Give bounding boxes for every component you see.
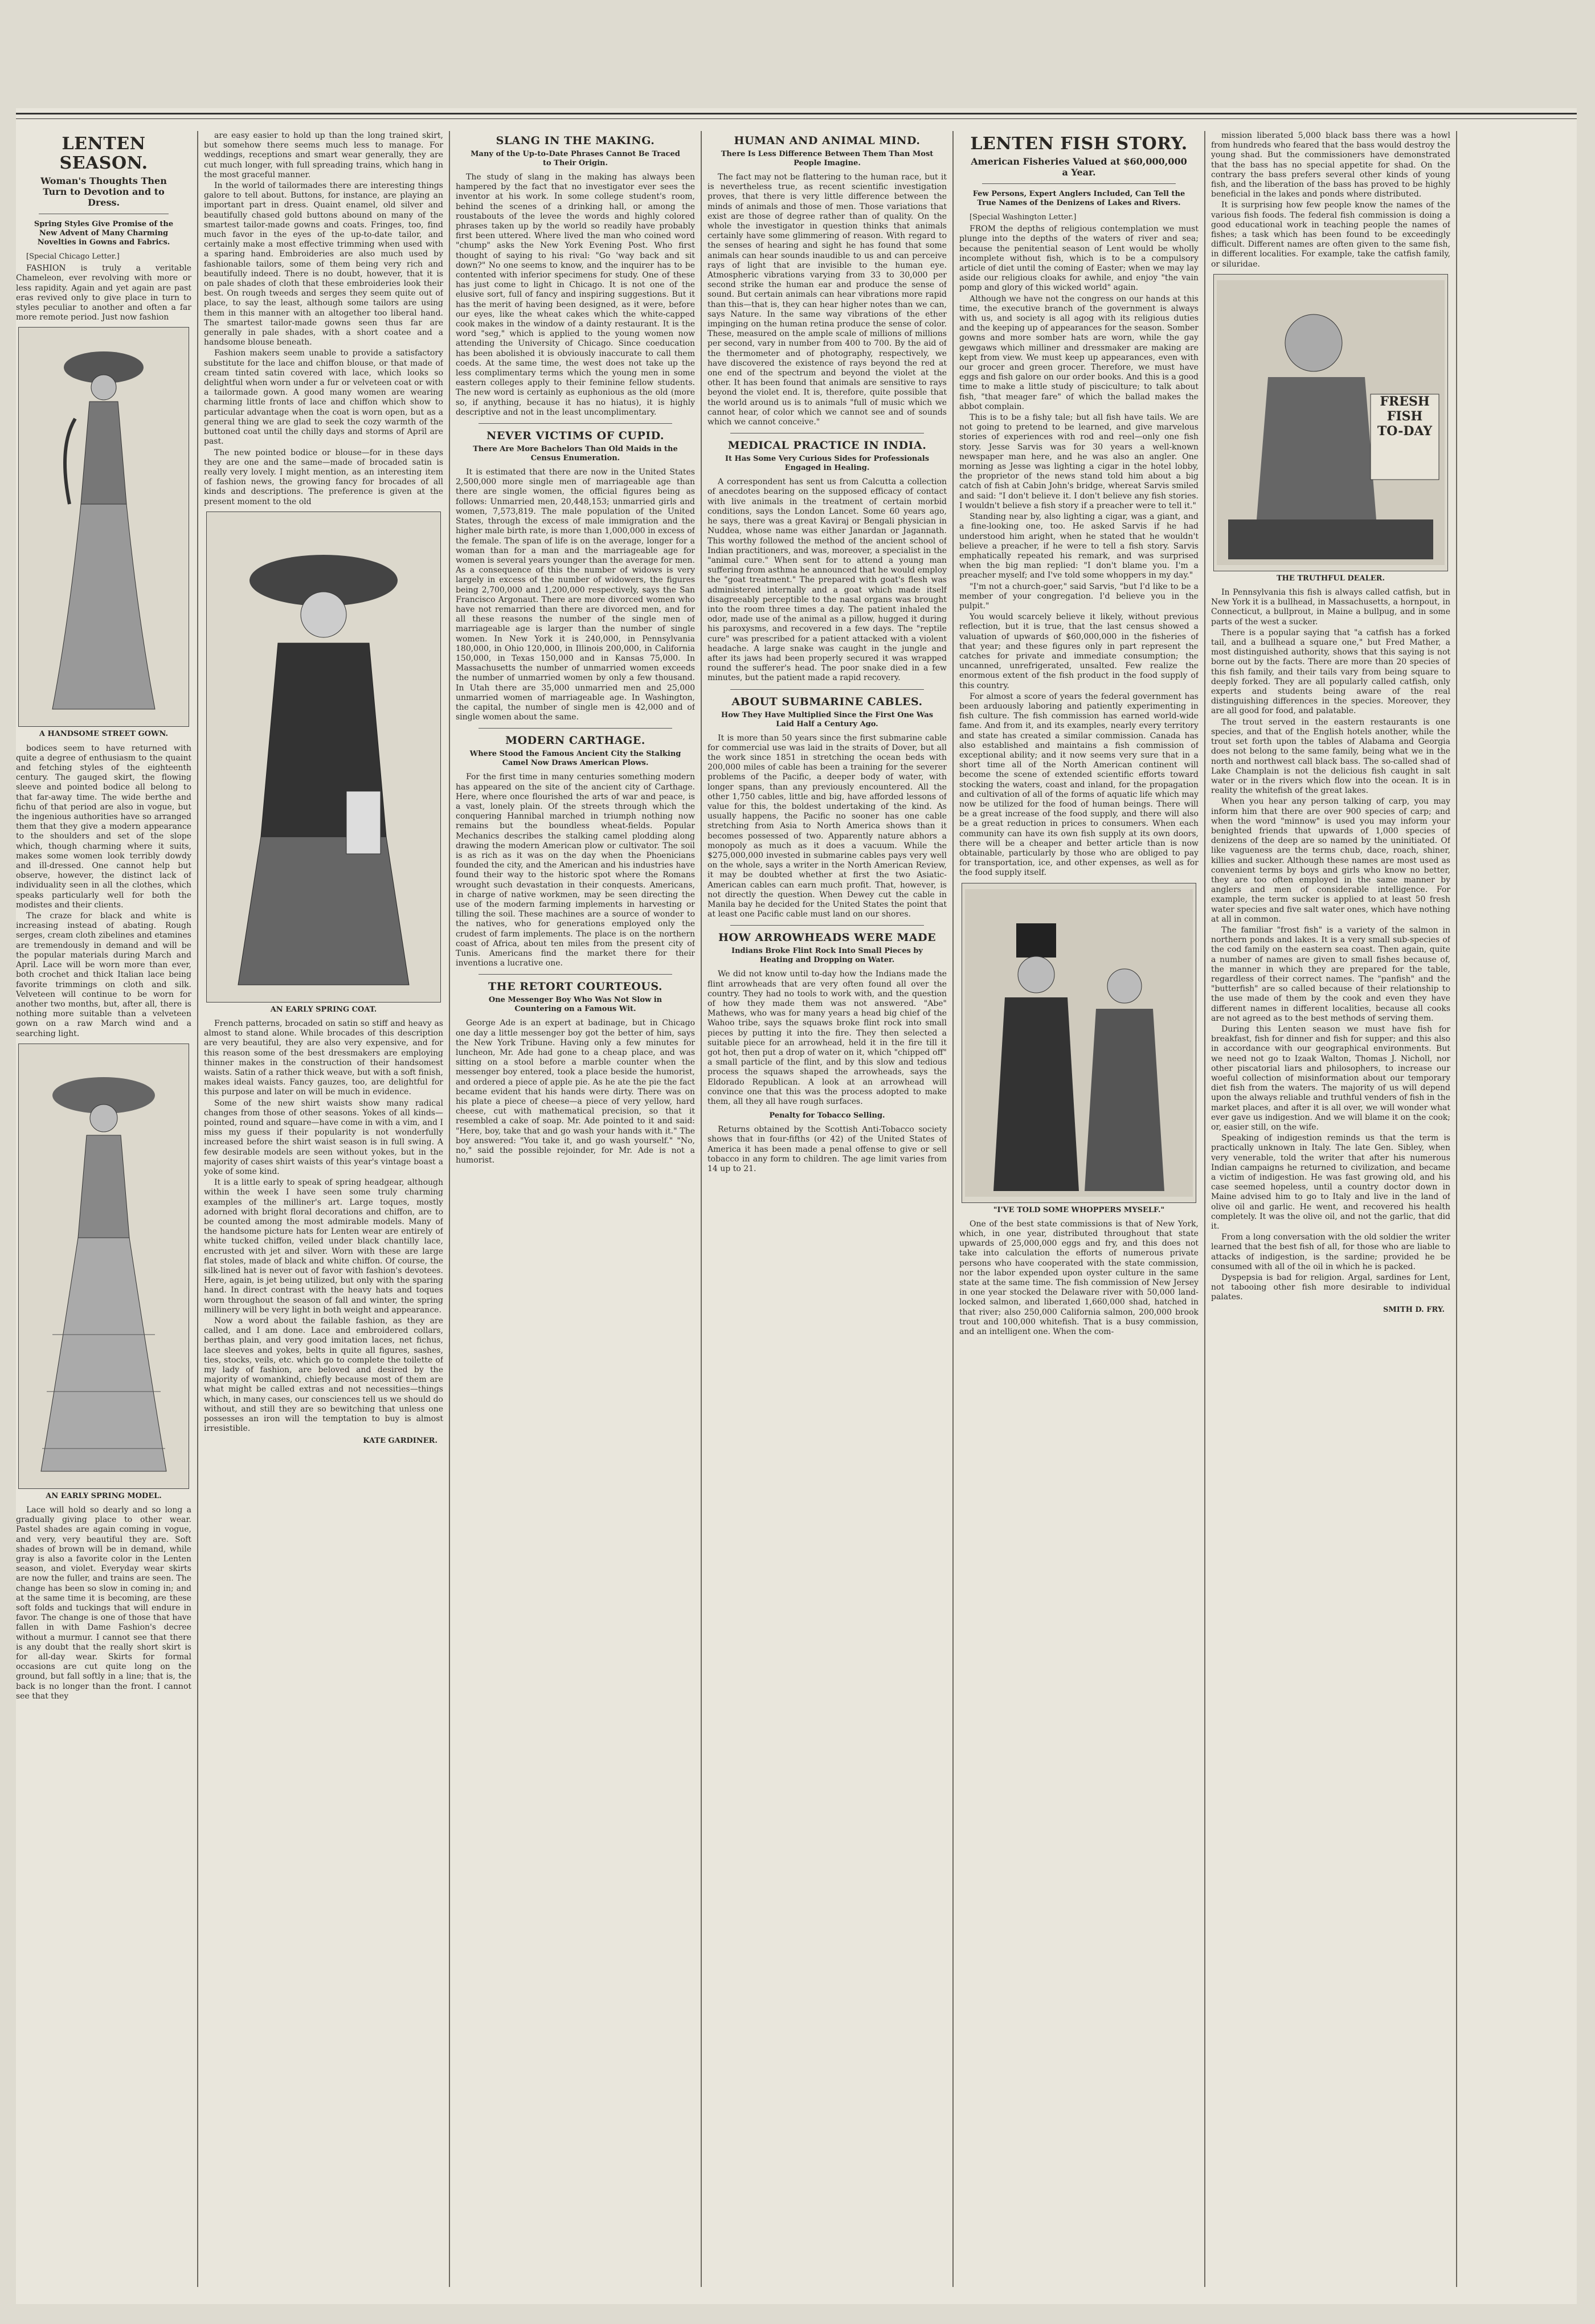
paragraph: You would scarcely believe it likely, without previous reflection, but it is true, that the last census showed a valuation of upwards of $60,000,000 in the fisheries of that year; and these figures only in part represent the catches for private and immediate consumption; the uncanned, unrefrigerated, unsalted. Few realize the enormous extent of the fish product in the food supply of this country. <box>959 612 1199 690</box>
gown-figure-icon <box>35 333 172 721</box>
paragraph: mission liberated 5,000 black bass there was a howl from hundreds who feared that the bass would destroy the young shad. But the commissioners have demonstrated that the bass has no special appetite for shad. On the contrary the bass prefers several other kinds of young fish, and the liberation of the bass has proved to be highly beneficial in the lakes and ponds where distributed. <box>1211 131 1450 199</box>
paragraph: For almost a score of years the federal government has been arduously laboring and patiently experimenting in fish culture. The fish commission has earned world-wide fame. And from it, and its examples, nearly every territory and state has created a similar commission. Canada has also established and maintains a fish commission of exceptional ability; and it now seems very sure that in a short time all of the North American continent will become the scene of extended scientific efforts toward stocking the waters, coast and inland, for the propagation and cultivation of all of the forms of aquatic life which may now be utilized for the food of human beings. There will be a great increase of the food supply, and there will also be a great reduction in prices to consumers. When each community can have its own fish supply at its own doors, there will be a cheaper and better article than is now obtainable, particularly by those who are obliged to pay for transportation, ice, and other expenses, as well as for the food supply itself. <box>959 692 1199 878</box>
top-rule <box>16 113 1577 114</box>
author-signature: KATE GARDINER. <box>363 1437 437 1446</box>
column-rule <box>1456 131 1457 2287</box>
article-subdeck: Few Persons, Expert Anglers Included, Can Tell the True Names of the Denizens of Lakes and Rivers. <box>972 190 1185 207</box>
illustration-truthful-dealer <box>1213 274 1448 571</box>
dateline: [Special Chicago Letter.] <box>26 252 120 261</box>
paragraph: The new pointed bodice or blouse—for in these days they are one and the same—made of brocaded satin is really very lovely. I might mention, as an interesting item of fashion news, the growing fancy for brocades of all kinds and descriptions. The preference is given at the present moment to the old <box>204 448 443 506</box>
article-deck: Where Stood the Famous Ancient City the Stalking Camel Now Draws American Plows. <box>469 750 681 768</box>
fresh-fish-sign: FRESH FISH TO-DAY <box>1377 394 1433 439</box>
paragraph: For the first time in many centuries something modern has appeared on the site of the ancient city of Carthage. Here, where once flourished the arts of war and peace, is a vast, lonely plain. Of the streets through which the conquering Hannibal marched in triumph nothing now remains but the boundless wheat-fields. Popular Mechanics describes the stalking camel plodding along drawing the modern American plow or cultivator. The soil is as rich as it was on the day when the Phoenicians founded the city, and the American and his industries have found their way to the historic spot where the Romans wrought such devastation in their conquests. Americans, in charge of native workmen, may be seen directing the use of the modern farming implements in harvesting or tilling the soil. These machines are a source of wonder to the natives, who for generations employed only the crudest of farm implements. The place is on the northern coast of Africa, about ten miles from the present city of Tunis. Americans find the market there for their inventions a lucrative one. <box>456 772 695 968</box>
paragraph: It is surprising how few people know the names of the various fish foods. The federal fish commission is doing a good educational work in teaching people the names of fishes; a task which has been found to be exceedingly difficult. Different names are often given to the same fish, in different localities. For example, take the catfish family, or siluridae. <box>1211 201 1450 269</box>
column-6 <box>1211 131 1450 2287</box>
author-signature: SMITH D. FRY. <box>1383 1305 1445 1314</box>
paragraph: One of the best state commissions is that of New York, which, in one year, distributed throughout that state upwards of 25,000,000 eggs and fry, and this does not take into calculation the efforts of numerous private persons who have cooperated with the state commission, nor the labor expended upon oyster culture in the same state at the same time. The fish commission of New Jersey in one year stocked the Delaware river with 50,000 land-locked salmon, and liberated 1,660,000 shad, hatched in that river; also 250,000 California salmon, 200,000 brook trout and 100,000 whitefish. That is a busy commission, and an intelligent one. When the com- <box>959 1219 1199 1337</box>
paragraph: There is a popular saying that "a catfish has a forked tail, and a bullhead a square one," but Fred Mather, a most distinguished authority, shows that this saying is not borne out by the facts. There are more than 20 species of this fish family, and their tails vary from being square to deeply forked. They are all popularly called catfish, only experts and students being aware of the real distinguishing differences in the species. Moreover, they are all good for food, and palatable. <box>1211 628 1450 716</box>
divider <box>982 183 1176 184</box>
divider <box>478 423 672 424</box>
column-rule <box>952 131 954 2287</box>
paragraph: A correspondent has sent us from Calcutta a collection of anecdotes bearing on the supposed efficacy of contact with live animals in the treatment of certain morbid conditions, says the London Lancet. Some 60 years ago, he says, there was a great Kaviraj or Bengali physician in Nuddea, whose name was either Janardan or Jagannath. This worthy followed the method of the ancient school of Indian practitioners, and was, moreover, a specialist in the "animal cure." When sent for to attend a young man suffering from asthma he announced that he would employ the "goat treatment." The prepared with goat's flesh was administered internally and a goat which made itself disagreeably perceptible to the nasal organs was brought into the room three times a day. The patient inhaled the odor, made use of the animal as a pillow, hugged it during his paroxysms, and recovered in a few days. The "reptile cure" was prescribed for a patient attacked with a violent headache. A large snake was caught in the jungle and after its jaws had been properly secured it was wrapped round the sufferer's head. The poor snake died in a few minutes, but the patient made a rapid recovery. <box>707 477 947 683</box>
divider <box>478 728 672 729</box>
article-deck: Indians Broke Flint Rock Into Small Pieces by Heating and Dropping on Water. <box>731 947 923 965</box>
spring-coat-figure-icon <box>215 518 432 996</box>
spring-model-figure-icon <box>30 1050 178 1483</box>
paragraph: Some of the new shirt waists show many radical changes from those of other seasons. Yokes of all kinds—pointed, round and square—have come in with a vim, and I miss my guess if their popularity is not wonderfully increased before the shirt waist season is in full swing. A few desirable models are seen without yokes, but in the majority of cases shirt waists of this year's vintage boast a yoke of some kind. <box>204 1098 443 1176</box>
article-deck: It Has Some Very Curious Sides for Professionals Engaged in Healing. <box>725 455 930 473</box>
paragraph: In Pennsylvania this fish is always called catfish, but in New York it is a bullhead, in Massachusetts, a hornpout, in Connecticut, a bullprout, in Maine a bullpug, and in some parts of the west a sucker. <box>1211 588 1450 627</box>
divider <box>730 925 924 926</box>
paragraph: Returns obtained by the Scottish Anti-Tobacco society shows that in four-fifths (or 42) of the United States of America it has been made a penal offense to give or sell tobacco in any form to children. The age limit varies from 14 up to 21. <box>707 1125 947 1174</box>
paragraph: It is a little early to speak of spring headgear, although within the week I have seen some truly charming examples of the milliner's art. Large toques, mostly adorned with bright floral decorations and chiffon, are to be counted among the most admirable models. Many of the handsome picture hats for Lenten wear are entirely of white tucked chiffon, veiled under black chantilly lace, encrusted with jet and silver. Worn with these are large flat stoles, made of black and white chiffon. Of course, the silk-lined hat is never out of favor with fashion's devotees. Here, again, is jet being utilized, but only with the sparing hand. In direct contrast with the heavy hats and toques worn throughout the season of fall and winter, the spring millinery will be very light in both weight and appearance. <box>204 1178 443 1315</box>
top-rule-thin <box>16 118 1577 119</box>
paragraph: Standing near by, also lighting a cigar, was a giant, and a fine-looking one, too. He asked Sarvis if he had understood him aright, when he stated that he wouldn't believe a preacher, if he were to tell a fish story. Sarvis emphatically repeated his remark, and was surprised when the big man replied: "I don't blame you. I'm a preacher myself; and I've told some whoppers in my day." <box>959 512 1199 580</box>
divider <box>478 974 672 975</box>
paragraph: From a long conversation with the old soldier the writer learned that the best fish of all, for those who are liable to attacks of indigestion, is the sardine; provided he be consumed with all of the oil in which he is packed. <box>1211 1233 1450 1271</box>
paragraph: bodices seem to have returned with quite a degree of enthusiasm to the quaint and fetching styles of the eighteenth century. The gauged skirt, the flowing sleeve and pointed bodice all belong to that far-away time. The wide berthe and fichu of that period are also in vogue, but the ingenious authorities have so arranged them that they give a modern appearance to the shoulders and set of the slope which, though charming where it suits, makes some women look terribly dowdy and ill-dressed. One cannot help but observe, however, the distinct lack of individuality seen in all the clothes, which speaks particularly well for both the modistes and their clients. <box>16 743 191 910</box>
caption: AN EARLY SPRING MODEL. <box>46 1491 162 1500</box>
paragraph: are easy easier to hold up than the long trained skirt, but somehow there seems much less to manage. For weddings, receptions and smart wear generally, they are cut much longer, with full spreading trains, which hang in the most graceful manner. <box>204 131 443 179</box>
paragraph: French patterns, brocaded on satin so stiff and heavy as almost to stand alone. While brocades of this description are very beautiful, they are also very expensive, and for this reason some of the best dressmakers are employing thinner makes in the construction of their handsomest waists. Satin of a rather thick weave, but with a soft finish, makes ideal waists. Fancy gauzes, too, are delightful for this purpose and later on will be much in evidence. <box>204 1018 443 1097</box>
paragraph: Although we have not the congress on our hands at this time, the executive branch of the government is always with us, and society is all agog with its religious duties and the keeping up of appearances for the season. Somber gowns and more somber hats are worn, while the gay gewgaws which milliner and dressmaker are making are kept from view. We must keep up appearances, even with our grocer and green grocer. Therefore, we must have eggs and fish galore on our order books. And this is a good time to make a little study of pisciculture; to talk about fish, "that meager fare" of which the ballad makes the abbot complain. <box>959 294 1199 411</box>
article-subdeck: Spring Styles Give Promise of the New Advent of Many Charming Novelties in Gowns and Fabrics. <box>34 220 174 247</box>
caption: A HANDSOME STREET GOWN. <box>39 730 169 739</box>
column-2 <box>204 131 443 2287</box>
paragraph: Now a word about the failable fashion, as they are called, and I am done. Lace and embroidered collars, berthas plain, and very good imitation laces, net fichus, lace sleeves and yokes, belts in quite all figures, sashes, ties, stocks, veils, etc. which go to complete the toilette of my lady of fashion, are beloved and desired by the majority of womankind, chiefly because most of them are what might be called extras and not necessities—things which, in many cases, our consciences tell us we should do without, and still they are so bewitching that unless one possesses an iron will the temptation to buy is almost irresistible. <box>204 1316 443 1434</box>
newspaper-page <box>16 108 1577 2304</box>
paragraph: The familiar "frost fish" is a variety of the salmon in northern ponds and lakes. It is a very small sub-species of the cod family on the eastern sea coast. Then again, quite a number of names are given to small fishes because of, the manner in which they are prepared for the table, regardless of their correct names. The "panfish" and the "butterfish" are so called because of their relationship to the use made of them by the cook and even they have different names in different localities, because all cooks are not agreed as to the best methods of serving them. <box>1211 925 1450 1023</box>
column-rule <box>701 131 702 2287</box>
article-title: HOW ARROWHEADS WERE MADE <box>718 931 936 944</box>
paragraph: In the world of tailormades there are interesting things galore to tell about. Buttons, for instance, are playing an important part in dress. Quaint enamel, old silver and beautifully chased gold buttons abound on many of the smartest tailor-made gowns and coats. Fringes, too, find much favor in the eyes of the up-to-date tailor, and certainly make a most effective trimming when used with a sparing hand. Embroideries are also much used by fashionable tailors, some of them being very rich and beautifully indeed. There is no doubt, however, that it is on pale shades of cloth that these embroideries look their best. On rough tweeds and serges they seem quite out of place, to say the least, although some tailors are using them in this manner with an altogether too liberal hand. The smartest tailor-made gowns seen thus far are generally in pale shades, with a short coatee and a handsome blouse beneath. <box>204 181 443 347</box>
paragraph: The trout served in the eastern restaurants is one species, and that of the English hotels another, while the trout set forth upon the tables of Alabama and Georgia does not belong to the same family, being what we in the north and northwest call black bass. The so-called shad of Lake Champlain is not the delicious fish caught in salt water or in the rivers which flow into the ocean. It is in reality the whitefish of the great lakes. <box>1211 717 1450 796</box>
paragraph: The study of slang in the making has always been hampered by the fact that no investigator ever sees the inventor at his work. In some college student's room, behind the scenes of a drinking hall, or among the roustabouts of the levee the words and highly colored phrases taken up by the world so readily have probably first been uttered. Where lived the man who coined word "chump" asks the New York Evening Post. Who first thought of saying to his rival: "Go 'way back and sit down?" No one seems to know, and the inquirer has to be contented with inferior specimens for study. One of these has just come to light in Chicago. It is not one of the elusive sort, full of fancy and inspiring suggestions. But it has the merit of having been designed, as it were, before our eyes, like the wheat cakes which the white-capped cook makes in the window of a dainty restaurant. It is the word "seg," which is applied to the young women now attending the University of Chicago. Since coeducation has been abolished it is obviously inaccurate to call them coeds. At the same time, the west does not take up the less complimentary terms which the young men in some eastern colleges apply to their feminine fellow students. The new word is certainly as euphonious as the old (more so, if anything, because it has no hiatus), it is highly descriptive and not in the least uncomplimentary. <box>456 173 695 417</box>
paragraph: The craze for black and white is increasing instead of abating. Rough serges, cream cloth zibelines and etamines are tremendously in demand and will be the popular materials during March and April. Lace will be worn more than ever, both crochet and thick Italian lace being favorite trimmings on cloth and silk. Velveteen will continue to be worn for another two months, but, after all, there is nothing more suitable than a velveteen gown on a raw March wind and a searching light. <box>16 911 191 1038</box>
paragraph: It is estimated that there are now in the United States 2,500,000 more single men of marriageable age than there are single women, the official figures being as follows: Unmarried men, 20,448,153; unmarried girls and women, 7,573,819. The male population of the United States, through the excess of male immigration and the higher male birth rate, is more than 1,000,000 in excess of the female. The span of life is on the average, longer for a woman than for a man and the marriageable age for women is several years younger than the average for men. As a consequence of this the number of widows is very largely in excess of the number of widowers, the figures being 2,700,000 and 1,200,000 respectively, says the San Francisco Argonaut. There are more divorced women who have not remarried than there are divorced men, and for all these reasons the number of the single men of marriageable age is larger than the number of single women. In New York it is 240,000, in Pennsylvania 180,000, in Ohio 120,000, in Illinois 200,000, in California 150,000, in Texas 150,000 and in Kansas 75,000. In Massachusetts the number of unmarried women exceeds the number of unmarried women by only a few thousand. In Utah there are 35,000 unmarried men and 25,000 unmarried women of marriageable age. In Washington, the capital, the number of single men is 42,000 and of single women about the same. <box>456 468 695 722</box>
article-title-lenten-fish-story: LENTEN FISH STORY. <box>970 134 1188 154</box>
column-rule <box>449 131 450 2287</box>
two-men-figure-icon <box>965 889 1193 1197</box>
article-title: MODERN CARTHAGE. <box>505 734 645 747</box>
paragraph: Lace will hold so dearly and so long a gradually giving place to other wear. Pastel shades are again coming in vogue, and very, very beautiful they are. Soft shades of brown will be in demand, while gray is also a favorite color in the Lenten season, and violet. Everyday wear skirts are now the fuller, and trains are seen. The change has been so slow in coming in; and at the same time it is becoming, are these soft folds and tuckings that will endure in favor. The change is one of those that have fallen in with Dame Fashion's decree without a murmur. I cannot see that there is any doubt that the really short skirt is for all-day wear. Skirts for formal occasions are cut quite long on the ground, but fall softly in a line; that is, the back is no longer than the front. I cannot see that they <box>16 1505 191 1701</box>
paragraph: During this Lenten season we must have fish for breakfast, fish for dinner and fish for supper; and this also in accordance with our geographical environments. But we need not go to Izaak Walton, Thomas J. Nicholl, nor other piscatorial liars and philosophers, to increase our woeful collection of misinformation about our temporary diet fish from the waters. The majority of us will depend upon the always reliable and truthful venders of fish in the market places, and after it is all over, we will wonder what ever gave us indigestion. And we will blame it on the cook; or, easier still, on the wife. <box>1211 1024 1450 1132</box>
article-deck: One Messenger Boy Who Was Not Slow in Countering on a Famous Wit. <box>488 996 662 1014</box>
article-deck: There Is Less Difference Between Them Than Most People Imagine. <box>721 150 934 167</box>
paragraph: FASHION is truly a veritable Chameleon, ever revolving with more or less rapidity. Again and yet again are past eras revived only to give place in turn to styles peculiar to another and often a far more remote period. Just now fashion <box>16 264 191 322</box>
article-title: HUMAN AND ANIMAL MIND. <box>734 134 921 147</box>
paragraph: Fashion makers seem unable to provide a satisfactory substitute for the lace and chiffon blouse, or that made of cream tinted satin covered with lace, which looks so delightful when worn under a fur or velveteen coat or with a tailormade gown. A good many women are wearing charming little fronts of lace and chiffon which show to particular advantage when the coat is worn open, but as a general thing we are glad to seek the cozy warmth of the buttoned coat until the chilly days and storms of April are past. <box>204 349 443 447</box>
illustration-spring-coat <box>206 512 441 1003</box>
article-deck: Many of the Up-to-Date Phrases Cannot Be Traced to Their Origin. <box>471 150 680 167</box>
article-title: THE RETORT COURTEOUS. <box>488 980 662 993</box>
article-deck: There Are More Bachelors Than Old Maids in the Census Enumeration. <box>473 445 678 463</box>
article-title-lenten-season: LENTEN SEASON. <box>59 134 148 173</box>
article-title: ABOUT SUBMARINE CABLES. <box>731 695 923 708</box>
illustration-spring-model <box>18 1044 189 1489</box>
paragraph: The fact may not be flattering to the human race, but it is nevertheless true, as recent scientific investigation proves, that there is very little difference between the minds of animals and those of men. Those variations that exist are those of degree rather than of quality. On the whole the investigator in question thinks that animals certainly have some glimmering of reason. With regard to the senses of hearing and sight he has found that some animals can hear sounds inaudible to us and can perceive rays of light that are invisible to the human eye. Atmospheric vibrations varying from 33 to 30,000 per second strike the human ear and produce the sense of sound. But certain animals can hear vibrations more rapid than this—that is, they can hear higher notes than we can, says Nature. In the same way vibrations of the ether impinging on the human retina produce the sense of color. These, measured on the ample scale of millions of millions per second, vary in number from 400 to 700. By the aid of the thermometer and of photography, respectively, we have discovered the existence of rays beyond the red at one end of the spectrum and beyond the violet at the other. It has been found that animals are sensitive to rays beyond the violet end. It is, therefore, quite possible that the world around us is to animals "full of music which we cannot hear, of color which we cannot see and of sounds which we cannot conceive." <box>707 173 947 427</box>
divider <box>730 689 924 690</box>
illustration-whoppers <box>962 883 1196 1203</box>
paragraph: George Ade is an expert at badinage, but in Chicago one day a little messenger boy got the better of him, says the New York Tribune. Having only a few minutes for luncheon, Mr. Ade had gone to a cheap place, and was sitting on a stool before a marble counter when the messenger boy entered, took a place beside the humorist, and ordered a piece of apple pie. As he ate the pie the fact became evident that his hands were dirty. There was on his plate a piece of cheese—a piece of very yellow, hard cheese, cut with mathematical precision, so that it resembled a cake of soap. Mr. Ade pointed to it and said: "Here, boy, take that and go wash your hands with it." The boy answered: "You take it, and go wash yourself." "No, no," said the possible rejoinder, for Mr. Ade is not a humorist. <box>456 1018 695 1165</box>
article-subtitle: Penalty for Tobacco Selling. <box>769 1111 885 1120</box>
illustration-street-gown <box>18 327 189 727</box>
article-title: NEVER VICTIMS OF CUPID. <box>486 429 665 443</box>
dateline: [Special Washington Letter.] <box>970 213 1077 222</box>
article-title: SLANG IN THE MAKING. <box>496 134 655 147</box>
column-1 <box>16 131 191 2287</box>
paragraph: It is more than 50 years since the first submarine cable for commercial use was laid in the straits of Dover, but all the work since 1851 in stretching the ocean beds with 200,000 miles of cable has been a training for the severer problems of the Pacific, a deeper body of water, with longer spans, than any previously encountered. All the other 1,750 cables, little and big, have afforded lessons of value for this, the boldest undertaking of the kind. As usually happens, the Pacific no sooner has one cable stretching from Asia to North America shows than it becomes possessed of two. Apparently nature abhors a monopoly as much as it does a vacuum. While the $275,000,000 invested in submarine cables pays very well on the whole, says a writer in the North American Review, it may be doubted whether at first the two Asiatic-American cables can earn much profit. That, however, is not directly the question. When Dewey cut the cable in Manila bay he decided for the United States the point that at least one Pacific cable must land on our shores. <box>707 733 947 919</box>
paragraph: When you hear any person talking of carp, you may inform him that there are over 900 species of carp; and when the word "minnow" is used you may inform your benighted friends that upwards of 1,000 species of denizens of the deep are so named by the uninitiated. Of like vagueness are the terms chub, dace, roach, shiner, killies and sucker. Although these names are most used as convenient terms by boys and girls who know no better, they are too often employed in the same manner by anglers and men of considerable intelligence. For example, the term sucker is applied to at least 50 fresh water species and five salt water ones, which have nothing at all in common. <box>1211 797 1450 924</box>
paragraph: Speaking of indigestion reminds us that the term is practically unknown in Italy. The late Gen. Sibley, when very venerable, told the writer that after his numerous Indian campaigns he returned to civilization, and became a victim of indigestion. He was fast growing old, and his case seemed hopeless, until a country doctor down in Maine advised him to go to Italy and live in the land of olive oil and garlic. He went, and recovered his health completely. It was the olive oil, and not the garlic, that did it. <box>1211 1134 1450 1231</box>
article-deck: Woman's Thoughts Then Turn to Devotion and to Dress. <box>40 175 167 208</box>
paragraph: This is to be a fishy tale; but all fish have tails. We are not going to pretend to be learned, and give marvelous stories of experiences with rod and reel—only one fish story. Jesse Sarvis was for 30 years a well-known newspaper man here, and he was also an angler. One morning as Jesse was lighting a cigar in the hotel lobby, the proprietor of the news stand told him about a big catch of fish at Cabin John's bridge, whereat Sarvis smiled and said: "I don't believe it. I don't believe any fish stories. I wouldn't believe a fish story if a preacher were to tell it." <box>959 413 1199 510</box>
article-deck: American Fisheries Valued at $60,000,000 a Year. <box>971 156 1187 178</box>
column-4 <box>707 131 947 2287</box>
caption: THE TRUTHFUL DEALER. <box>1276 574 1385 583</box>
column-5 <box>959 131 1199 2287</box>
article-title: MEDICAL PRACTICE IN INDIA. <box>727 439 927 452</box>
paragraph: Dyspepsia is bad for religion. Argal, sardines for Lent, not tabooing other fish more desirable to individual palates. <box>1211 1273 1450 1302</box>
paragraph: We did not know until to-day how the Indians made the flint arrowheads that are very often found all over the country. They had no tools to work with, and the question of how they made them was not answered. "Abe" Mathews, who was for many years a head big chief of the Wahoo tribe, says the squaws broke flint rock into small pieces by putting it into the fire. They then selected a suitable piece for an arrowhead, held it in the fire till it got hot, then put a drop of water on it, which "chipped off" a small particle of the flint, and by this slow and tedious process the squaws shaped the arrowheads, says the Eldorado Republican. A look at an arrowhead will convince one that this was the process adopted to make them, all they all have rough surfaces. <box>707 969 947 1107</box>
column-3 <box>456 131 695 2287</box>
article-deck: How They Have Multiplied Since the First One Was Laid Half a Century Ago. <box>721 710 934 729</box>
paragraph: FROM the depths of religious contemplation we must plunge into the depths of the waters of river and sea; because the penitential season of Lent would be wholly incomplete without fish, which is to be a compulsory article of diet until the coming of Easter; when we may lay aside our religious cloaks for awhile, and enjoy "the vain pomp and glory of this wicked world" again. <box>959 224 1199 293</box>
caption: AN EARLY SPRING COAT. <box>270 1005 377 1014</box>
column-rule <box>1204 131 1205 2287</box>
paragraph: "I'm not a church-goer," said Sarvis, "but I'd like to be a member of your congregation. I'd believe you in the pulpit." <box>959 582 1199 611</box>
column-rule <box>197 131 198 2287</box>
caption: "I'VE TOLD SOME WHOPPERS MYSELF." <box>993 1205 1165 1214</box>
